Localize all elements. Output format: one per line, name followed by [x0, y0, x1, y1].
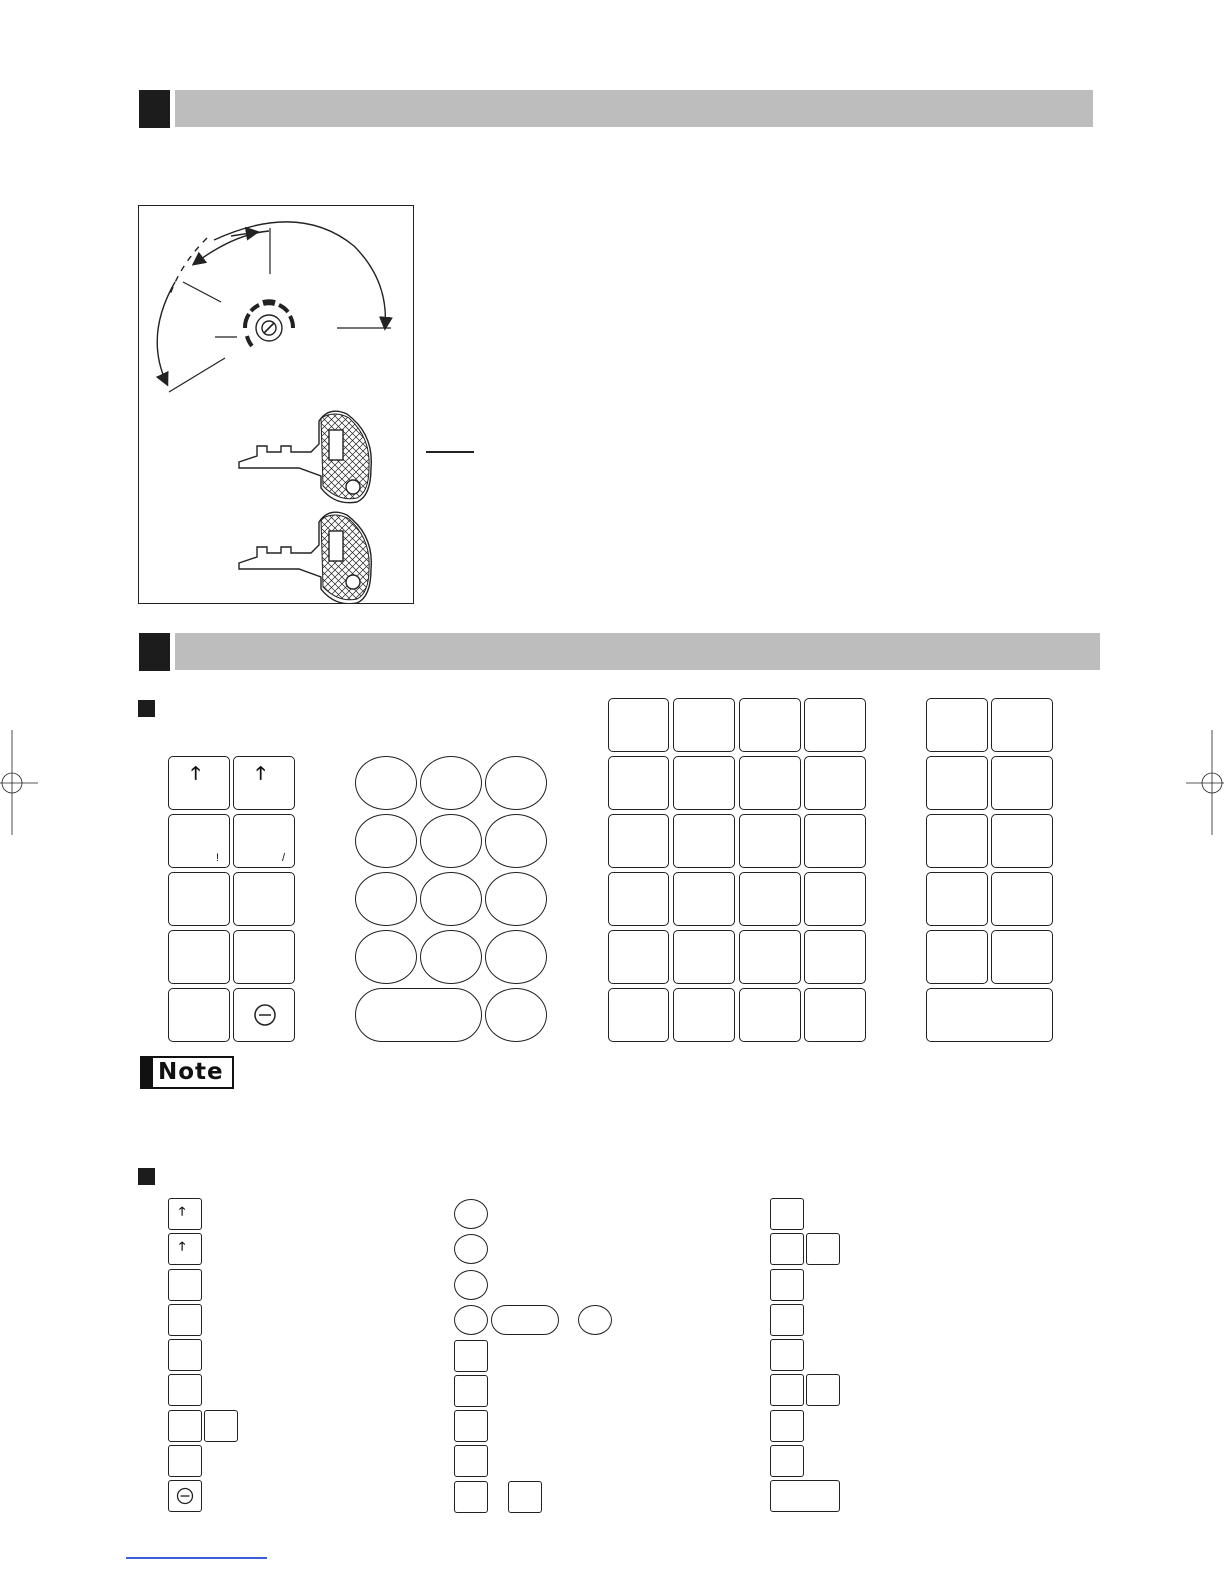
- department-key[interactable]: [804, 756, 866, 810]
- key-symbol: [454, 1375, 488, 1407]
- key-symbol-oval: [454, 1199, 488, 1229]
- numeric-key-wide[interactable]: [355, 988, 482, 1042]
- right-key[interactable]: [991, 814, 1053, 868]
- minus-icon: [176, 1487, 194, 1505]
- up-arrow-icon: 🡑: [256, 763, 266, 783]
- key-illustration-1: [239, 411, 371, 503]
- note-badge: [140, 1056, 234, 1089]
- department-key[interactable]: [804, 872, 866, 926]
- department-key[interactable]: [673, 814, 735, 868]
- numeric-key-r4c1[interactable]: [355, 930, 417, 984]
- mode-switch-illustration: [138, 205, 414, 604]
- department-key[interactable]: [608, 872, 669, 926]
- department-key[interactable]: [608, 988, 669, 1042]
- key-symbol: [770, 1445, 804, 1477]
- key-symbol: [168, 1339, 202, 1371]
- key-symbol: [454, 1340, 488, 1372]
- key-symbol: [770, 1410, 804, 1442]
- key-symbol: [806, 1233, 840, 1265]
- right-key-wide[interactable]: [926, 988, 1053, 1042]
- right-key[interactable]: [926, 930, 988, 984]
- function-key-r4c1[interactable]: [168, 930, 230, 984]
- mode-switch-drawing: [139, 206, 413, 603]
- key-symbol: [770, 1269, 804, 1301]
- right-key[interactable]: [926, 756, 988, 810]
- right-key[interactable]: [991, 930, 1053, 984]
- numeric-key-r2c3[interactable]: [485, 814, 547, 868]
- numeric-key-r4c3[interactable]: [485, 930, 547, 984]
- section-2-marker: [139, 633, 170, 671]
- key-symbol: [168, 1445, 202, 1477]
- numeric-key-r1c1[interactable]: [355, 756, 417, 810]
- key-symbol: [770, 1233, 804, 1265]
- crop-mark-icon: [1184, 730, 1224, 840]
- numeric-key-r3c1[interactable]: [355, 872, 417, 926]
- department-key[interactable]: [739, 756, 801, 810]
- subsection-key-names-marker: [138, 1168, 155, 1185]
- key-symbol: [454, 1445, 488, 1477]
- key-symbol-wide-oval: [491, 1305, 559, 1335]
- department-key[interactable]: [608, 698, 669, 752]
- subsection-keyboard-marker: [138, 700, 155, 717]
- leader-line: [426, 451, 474, 453]
- arc-arrow-lower-left: [157, 282, 175, 384]
- key-symbol-paper-feed-1: [168, 1198, 202, 1230]
- section-1-marker: [139, 90, 170, 128]
- numeric-key-r1c2[interactable]: [420, 756, 482, 810]
- numeric-key-r4c2[interactable]: [420, 930, 482, 984]
- department-key[interactable]: [608, 814, 669, 868]
- note-badge-bar: [142, 1058, 153, 1087]
- footer-rule: [126, 1557, 267, 1559]
- key-symbol: [770, 1374, 804, 1406]
- department-key[interactable]: [673, 872, 735, 926]
- department-key[interactable]: [673, 930, 735, 984]
- key-symbol-minus: [168, 1480, 202, 1512]
- department-key[interactable]: [739, 872, 801, 926]
- function-key-r2c1[interactable]: [168, 814, 230, 868]
- department-key[interactable]: [608, 756, 669, 810]
- right-key[interactable]: [991, 872, 1053, 926]
- key-symbol: [168, 1374, 202, 1406]
- right-key[interactable]: [991, 698, 1053, 752]
- note-badge-label: Note: [158, 1059, 224, 1085]
- numeric-key-r1c3[interactable]: [485, 756, 547, 810]
- department-key[interactable]: [804, 988, 866, 1042]
- key-symbol-oval: [578, 1305, 612, 1335]
- minus-icon: [253, 1003, 277, 1027]
- right-key[interactable]: [926, 872, 988, 926]
- key-symbol: [770, 1198, 804, 1230]
- function-key-r5c1[interactable]: [168, 988, 230, 1042]
- right-key[interactable]: [926, 698, 988, 752]
- right-key[interactable]: [926, 814, 988, 868]
- key-symbol-paper-feed-2: [168, 1233, 202, 1265]
- right-key[interactable]: [991, 756, 1053, 810]
- function-key-r3c1[interactable]: [168, 872, 230, 926]
- key-symbol: [168, 1269, 202, 1301]
- department-key[interactable]: [739, 988, 801, 1042]
- up-arrow-icon: 🡑: [191, 763, 201, 783]
- key-symbol: [770, 1339, 804, 1371]
- key-symbol: [806, 1374, 840, 1406]
- department-key[interactable]: [673, 756, 735, 810]
- numeric-key-r3c2[interactable]: [420, 872, 482, 926]
- department-key[interactable]: [739, 930, 801, 984]
- section-2-title-bar: [175, 633, 1100, 670]
- key-symbol: [168, 1304, 202, 1336]
- key-symbol: [508, 1481, 542, 1513]
- department-key[interactable]: [804, 930, 866, 984]
- up-arrow-icon: 🡑: [179, 1204, 186, 1218]
- crop-mark-icon: [0, 730, 40, 840]
- key-symbol-oval: [454, 1234, 488, 1264]
- function-key-r3c2[interactable]: [233, 872, 295, 926]
- numeric-key-r5c3[interactable]: [485, 988, 547, 1042]
- function-key-r2c2[interactable]: [233, 814, 295, 868]
- numeric-key-r2c2[interactable]: [420, 814, 482, 868]
- key-legend-slash: /: [282, 852, 286, 864]
- key-symbol: [454, 1410, 488, 1442]
- key-symbol: [168, 1410, 202, 1442]
- key-illustration-2: [239, 512, 371, 603]
- key-legend-excl: !: [216, 852, 220, 864]
- department-key[interactable]: [608, 930, 669, 984]
- department-key[interactable]: [804, 814, 866, 868]
- department-key[interactable]: [739, 814, 801, 868]
- key-symbol: [454, 1481, 488, 1513]
- function-key-r4c2[interactable]: [233, 930, 295, 984]
- department-key[interactable]: [673, 698, 735, 752]
- up-arrow-icon: 🡑: [179, 1239, 186, 1253]
- department-key[interactable]: [739, 698, 801, 752]
- key-symbol-oval: [454, 1270, 488, 1300]
- paper-feed-key-2[interactable]: [233, 756, 295, 810]
- minus-key[interactable]: [233, 988, 295, 1042]
- key-symbol-wide: [770, 1480, 840, 1512]
- section-1-title-bar: [175, 90, 1093, 127]
- key-symbol: [204, 1410, 238, 1442]
- numeric-key-r2c1[interactable]: [355, 814, 417, 868]
- paper-feed-key-1[interactable]: [168, 756, 230, 810]
- department-key[interactable]: [673, 988, 735, 1042]
- key-symbol-oval: [454, 1305, 488, 1335]
- department-key[interactable]: [804, 698, 866, 752]
- numeric-key-r3c3[interactable]: [485, 872, 547, 926]
- key-symbol: [770, 1304, 804, 1336]
